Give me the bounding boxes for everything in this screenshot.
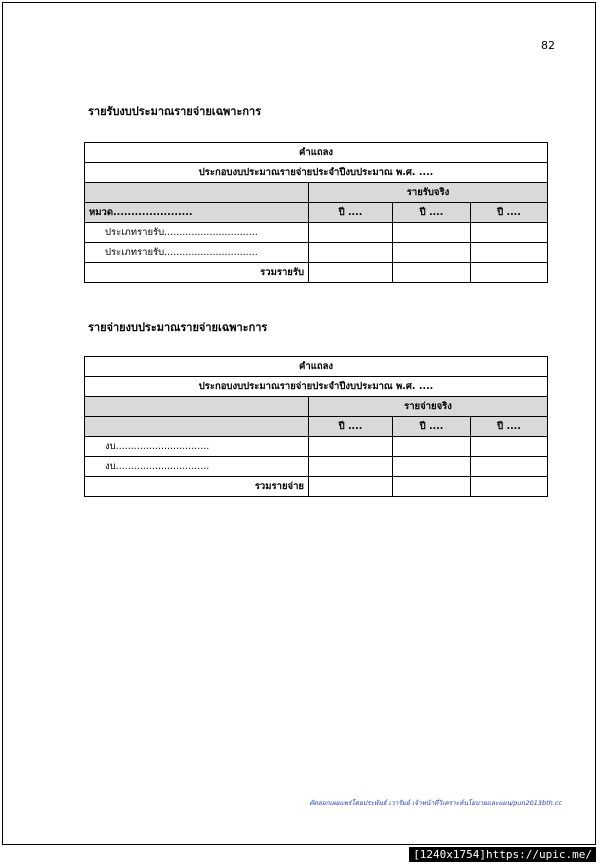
table-cell	[393, 477, 471, 497]
footer-credit: คัดลอกเผยแพร่โดยประพันธ์ เวารัมย์ เจ้าหน้าที่วิเคราะห์นโยบายและแผน/pun2013bth.cc	[309, 799, 562, 807]
table-row	[85, 243, 548, 263]
table-cell	[471, 263, 548, 283]
revenue-total-label: รวมรายรับ	[85, 263, 309, 283]
expense-group-header: รายจ่ายจริง	[309, 397, 548, 417]
table-cell	[309, 437, 393, 457]
page-number: 82	[541, 39, 555, 52]
table-cell	[471, 437, 548, 457]
expense-header-statement: คำแถลง	[85, 357, 548, 377]
table-cell	[393, 243, 471, 263]
revenue-year-col-3: ปี ....	[471, 203, 548, 223]
table-cell	[393, 437, 471, 457]
table-row	[85, 477, 548, 497]
table-row	[85, 457, 548, 477]
table-cell	[471, 223, 548, 243]
table-cell	[393, 263, 471, 283]
expense-table	[84, 356, 548, 497]
revenue-header-fiscal-year: ประกอบงบประมาณรายจ่ายประจำปีงบประมาณ พ.ศ. ....	[85, 163, 548, 183]
revenue-row-label: ประเภทรายรับ...............................	[85, 243, 309, 263]
expense-gray-spacer	[85, 397, 309, 417]
expense-year-col-3: ปี ....	[471, 417, 548, 437]
revenue-gray-spacer	[85, 183, 309, 203]
revenue-table	[84, 142, 548, 283]
table-row	[85, 263, 548, 283]
watermark-text: [1240x1754]https://upic.me/	[409, 847, 596, 862]
expense-year-col-1: ปี ....	[309, 417, 393, 437]
expense-category-blank	[85, 417, 309, 437]
table-row	[85, 223, 548, 243]
expense-total-label: รวมรายจ่าย	[85, 477, 309, 497]
watermark-bar	[0, 846, 600, 865]
revenue-row-label: ประเภทรายรับ...............................	[85, 223, 309, 243]
table-cell	[309, 263, 393, 283]
revenue-category-label: หมวด......................	[85, 203, 309, 223]
expense-header-fiscal-year: ประกอบงบประมาณรายจ่ายประจำปีงบประมาณ พ.ศ. ....	[85, 377, 548, 397]
expense-section-title: รายจ่ายงบประมาณรายจ่ายเฉพาะการ	[88, 321, 268, 334]
revenue-group-header: รายรับจริง	[309, 183, 548, 203]
revenue-year-col-1: ปี ....	[309, 203, 393, 223]
table-cell	[471, 243, 548, 263]
expense-row-label: งบ...............................	[85, 437, 309, 457]
expense-row-label: งบ...............................	[85, 457, 309, 477]
revenue-section-title: รายรับงบประมาณรายจ่ายเฉพาะการ	[88, 105, 262, 118]
table-row	[85, 437, 548, 457]
table-cell	[393, 457, 471, 477]
expense-year-col-2: ปี ....	[393, 417, 471, 437]
revenue-year-col-2: ปี ....	[393, 203, 471, 223]
table-cell	[309, 457, 393, 477]
table-cell	[471, 457, 548, 477]
table-cell	[309, 243, 393, 263]
table-cell	[309, 477, 393, 497]
revenue-header-statement: คำแถลง	[85, 143, 548, 163]
table-cell	[393, 223, 471, 243]
table-cell	[471, 477, 548, 497]
table-cell	[309, 223, 393, 243]
